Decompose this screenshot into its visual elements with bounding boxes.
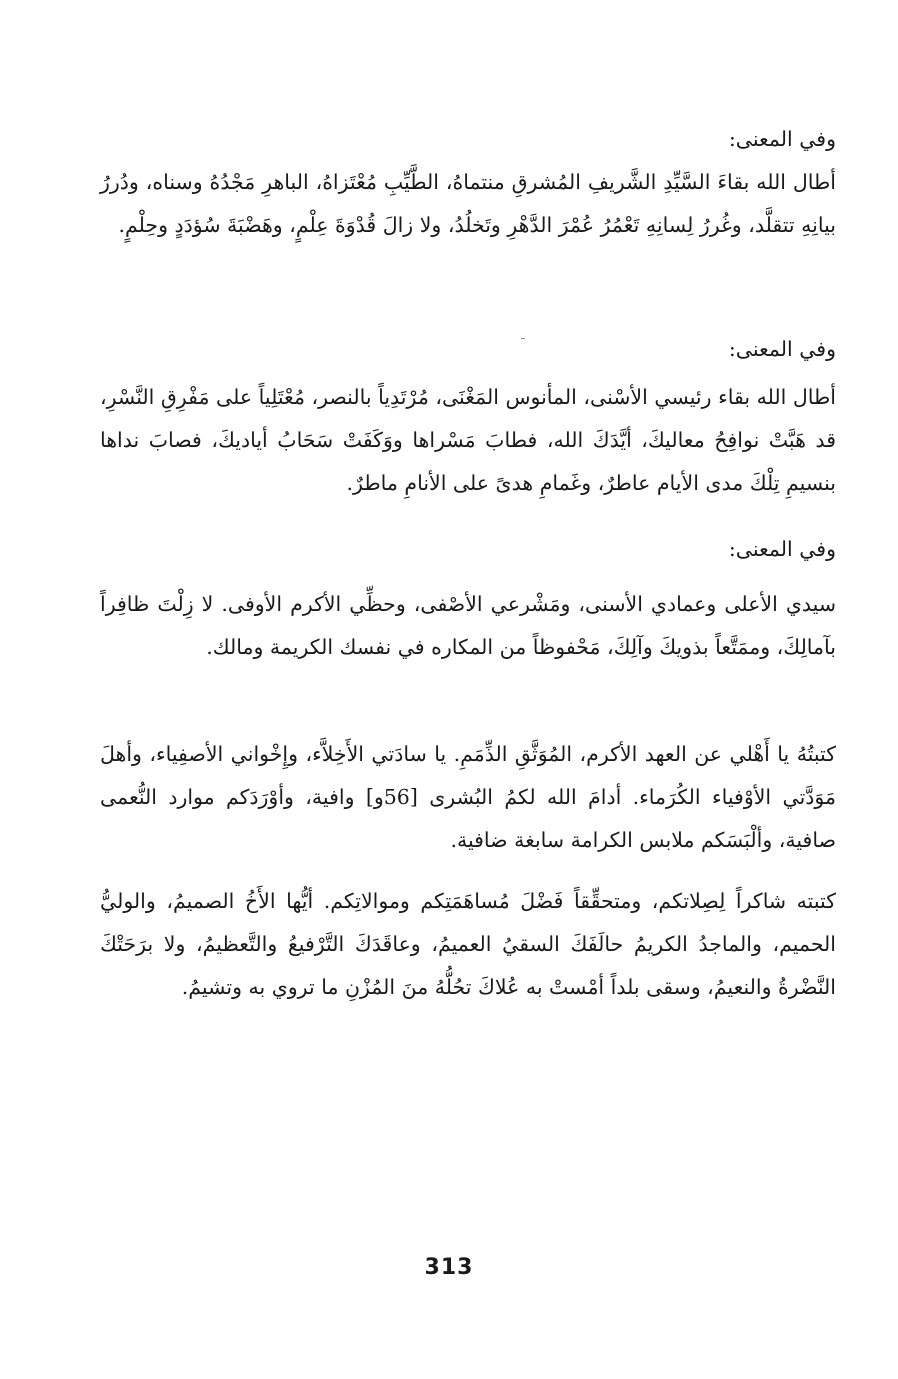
- paragraph-1: كتبتُهُ يا أَهْلي عن العهد الأكرم، المُوَثَّقِ الذِّمَمِ. يا سادَتي الأَخِلاَّء، وإِخْواني الأصفِياء، وأهلَ مَوَدَّتي الأوْفياء الكُرَماء. أدامَ الله لكمُ البُشرى [56و] وافية، وأوْرَدَكم موارد النُّعمى صافية، وألْبَسَكم ملابس الكرامة سابغة ضافية.: [100, 742, 836, 852]
- section-heading-1: وفي المعنى:: [728, 127, 836, 151]
- page-number: 313: [424, 1255, 474, 1280]
- section-body-2: أطال الله بقاء رئيسي الأسْنى، المأنوس المَغْنَى، مُرْتَدِياً بالنصر، مُعْتَلِياً على مَفْرِقِ النَّسْرِ، قد هَبَّتْ نوافِحُ معاليكَ، أيَّدَكَ الله، فطابَ مَسْراها ووَكَفَتْ سَحَابُ أياديكَ، فصابَ نداها بنسيمِ تِلْكَ مدى الأيام عاطرٌ، وغَمامِ هدىً على الأنامِ ماطرٌ.: [100, 385, 836, 495]
- section-heading-3: وفي المعنى:: [728, 537, 836, 561]
- section-heading-2: وفي المعنى:: [728, 337, 836, 361]
- section-body-1: أطال الله بقاءَ السَّيِّدِ الشَّريفِ المُشرقِ منتماهُ، الطَّيِّبِ مُعْتَزاهُ، الباهرِ مَجْدُهُ وسناه، ودُررُ بيانِهِ تتقلَّد، وغُررُ لِسانِهِ تَعْمُرُ عُمْرَ الدَّهْرِ وتَخلُدُ، ولا زالَ قُدْوَةَ عِلْمٍ، وهَضْبَةَ سُؤدَدٍ وحِلْمٍ.: [100, 170, 836, 237]
- section-body-3: سيدي الأعلى وعمادي الأسنى، ومَشْرعي الأصْفى، وحظِّي الأكرم الأوفى. لا زِلْتَ ظافِراً بآمالِكَ، وممَتَّعاً بذويكَ وآلِكَ، مَحْفوظاً من المكاره في نفسك الكريمة ومالك.: [100, 592, 836, 659]
- paragraph-2: كتبته شاكراً لِصِلاتكم، ومتحقِّقاً فَضْلَ مُساهَمَتِكم وموالاتِكم. أيُّها الأَخُ الصميمُ، والوليُّ الحميم، والماجدُ الكريمُ حالَفَكَ السقيُ العميمُ، وعاقَدَكَ التَّرْفيعُ والتَّعظيمُ، ولا برَحَتْكَ النَّضْرةُ والنعيمُ، وسقى بلداً أمْستْ به عُلاكَ تحُلُّهُ منَ المُزْنِ ما تروي به وتشيمُ.: [100, 889, 836, 999]
- stray-mark: [521, 338, 525, 339]
